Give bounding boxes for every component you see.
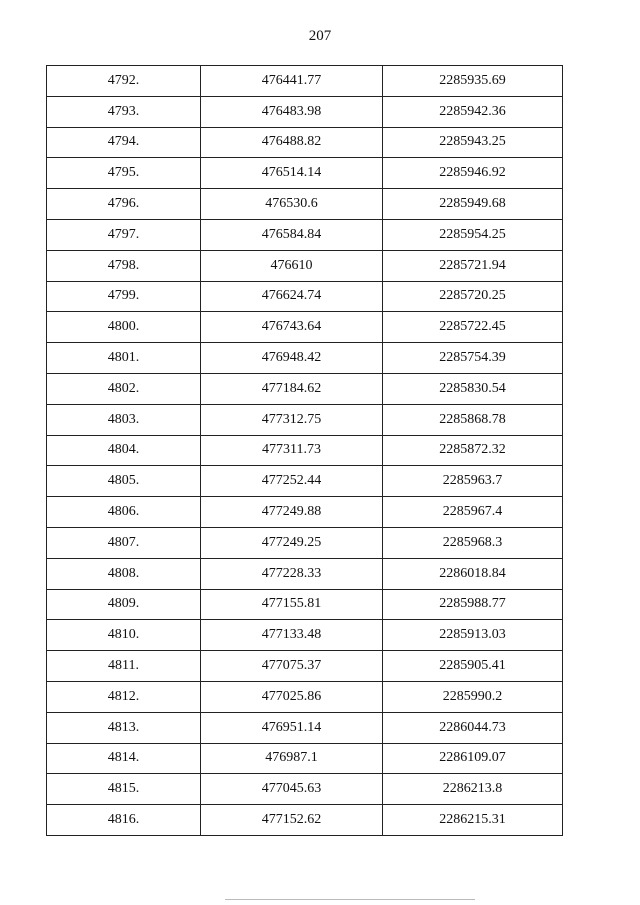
table-row (47, 620, 563, 651)
y-coordinate-cell: 2285868.78 (383, 404, 563, 435)
page-number: 207 (308, 28, 332, 44)
table-row (47, 343, 563, 374)
point-number-cell: 4800. (47, 312, 201, 343)
table-row (47, 312, 563, 343)
point-number-cell: 4794. (47, 127, 201, 158)
point-number-cell: 4797. (47, 219, 201, 250)
y-coordinate-cell: 2285963.7 (383, 466, 563, 497)
x-coordinate-cell: 477312.75 (201, 404, 383, 435)
y-coordinate-cell: 2285942.36 (383, 96, 563, 127)
x-coordinate-cell: 477075.37 (201, 651, 383, 682)
coordinates-table-body (47, 66, 563, 836)
y-coordinate-cell: 2285968.3 (383, 527, 563, 558)
x-coordinate-cell: 476610 (201, 250, 383, 281)
point-number-cell: 4801. (47, 343, 201, 374)
y-coordinate-cell: 2285990.2 (383, 681, 563, 712)
x-coordinate-cell: 476624.74 (201, 281, 383, 312)
table-row (47, 96, 563, 127)
y-coordinate-cell: 2286213.8 (383, 774, 563, 805)
y-coordinate-cell: 2286018.84 (383, 558, 563, 589)
y-coordinate-cell: 2285988.77 (383, 589, 563, 620)
x-coordinate-cell: 477152.62 (201, 805, 383, 836)
point-number-cell: 4793. (47, 96, 201, 127)
y-coordinate-cell: 2285913.03 (383, 620, 563, 651)
y-coordinate-cell: 2285949.68 (383, 189, 563, 220)
point-number-cell: 4792. (47, 66, 201, 97)
y-coordinate-cell: 2285872.32 (383, 435, 563, 466)
table-row (47, 127, 563, 158)
point-number-cell: 4810. (47, 620, 201, 651)
footer-rule (225, 899, 475, 900)
x-coordinate-cell: 476488.82 (201, 127, 383, 158)
y-coordinate-cell: 2286109.07 (383, 743, 563, 774)
x-coordinate-cell: 477025.86 (201, 681, 383, 712)
table-row (47, 158, 563, 189)
table-row (47, 743, 563, 774)
x-coordinate-cell: 477184.62 (201, 373, 383, 404)
point-number-cell: 4811. (47, 651, 201, 682)
y-coordinate-cell: 2285754.39 (383, 343, 563, 374)
x-coordinate-cell: 476743.64 (201, 312, 383, 343)
table-row (47, 558, 563, 589)
table-row (47, 712, 563, 743)
point-number-cell: 4809. (47, 589, 201, 620)
x-coordinate-cell: 477045.63 (201, 774, 383, 805)
x-coordinate-cell: 477249.88 (201, 497, 383, 528)
table-row (47, 527, 563, 558)
coordinates-table (46, 65, 563, 836)
point-number-cell: 4815. (47, 774, 201, 805)
table-row (47, 774, 563, 805)
y-coordinate-cell: 2285722.45 (383, 312, 563, 343)
x-coordinate-cell: 476948.42 (201, 343, 383, 374)
point-number-cell: 4803. (47, 404, 201, 435)
point-number-cell: 4812. (47, 681, 201, 712)
x-coordinate-cell: 477133.48 (201, 620, 383, 651)
table-row (47, 435, 563, 466)
x-coordinate-cell: 477311.73 (201, 435, 383, 466)
point-number-cell: 4795. (47, 158, 201, 189)
y-coordinate-cell: 2285954.25 (383, 219, 563, 250)
table-row (47, 466, 563, 497)
y-coordinate-cell: 2285905.41 (383, 651, 563, 682)
table-row (47, 66, 563, 97)
table-row (47, 681, 563, 712)
table-row (47, 189, 563, 220)
table-row (47, 373, 563, 404)
y-coordinate-cell: 2285830.54 (383, 373, 563, 404)
x-coordinate-cell: 477249.25 (201, 527, 383, 558)
point-number-cell: 4804. (47, 435, 201, 466)
table-row (47, 589, 563, 620)
x-coordinate-cell: 476951.14 (201, 712, 383, 743)
table-row (47, 250, 563, 281)
point-number-cell: 4798. (47, 250, 201, 281)
point-number-cell: 4816. (47, 805, 201, 836)
y-coordinate-cell: 2285967.4 (383, 497, 563, 528)
y-coordinate-cell: 2285943.25 (383, 127, 563, 158)
table-row (47, 404, 563, 435)
x-coordinate-cell: 477252.44 (201, 466, 383, 497)
y-coordinate-cell: 2285946.92 (383, 158, 563, 189)
x-coordinate-cell: 476530.6 (201, 189, 383, 220)
y-coordinate-cell: 2285935.69 (383, 66, 563, 97)
table-row (47, 281, 563, 312)
y-coordinate-cell: 2286044.73 (383, 712, 563, 743)
x-coordinate-cell: 477228.33 (201, 558, 383, 589)
x-coordinate-cell: 476514.14 (201, 158, 383, 189)
x-coordinate-cell: 476483.98 (201, 96, 383, 127)
table-row (47, 219, 563, 250)
x-coordinate-cell: 476987.1 (201, 743, 383, 774)
point-number-cell: 4796. (47, 189, 201, 220)
y-coordinate-cell: 2285720.25 (383, 281, 563, 312)
point-number-cell: 4805. (47, 466, 201, 497)
x-coordinate-cell: 476441.77 (201, 66, 383, 97)
point-number-cell: 4808. (47, 558, 201, 589)
point-number-cell: 4799. (47, 281, 201, 312)
table-row (47, 497, 563, 528)
point-number-cell: 4807. (47, 527, 201, 558)
y-coordinate-cell: 2286215.31 (383, 805, 563, 836)
point-number-cell: 4813. (47, 712, 201, 743)
x-coordinate-cell: 476584.84 (201, 219, 383, 250)
y-coordinate-cell: 2285721.94 (383, 250, 563, 281)
table-row (47, 651, 563, 682)
point-number-cell: 4802. (47, 373, 201, 404)
point-number-cell: 4814. (47, 743, 201, 774)
point-number-cell: 4806. (47, 497, 201, 528)
x-coordinate-cell: 477155.81 (201, 589, 383, 620)
table-row (47, 805, 563, 836)
